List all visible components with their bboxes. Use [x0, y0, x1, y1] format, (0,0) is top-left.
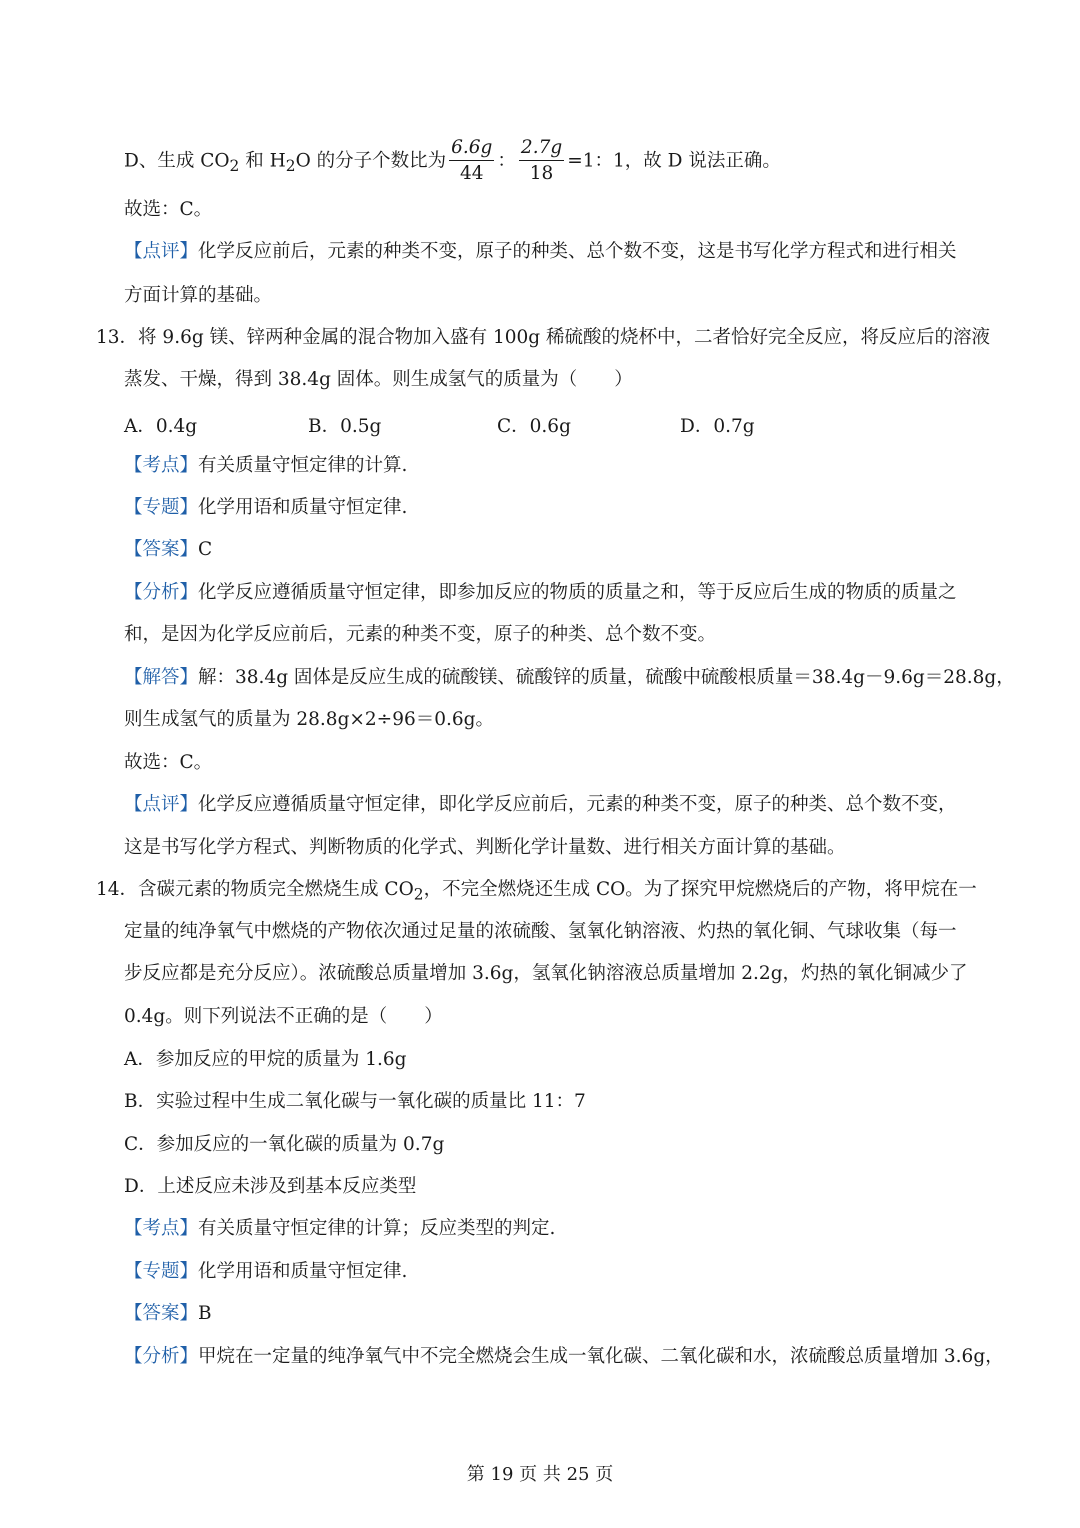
q13-option-b: B．0.5g: [308, 416, 382, 437]
q13-stem: 13．将 9.6g 镁、锌两种金属的混合物加入盛有 100g 稀硫酸的烧杯中，二者恰好完全反应，将反应后的溶液: [96, 327, 990, 348]
q14-analysis: 【分析】甲烷在一定量的纯净氧气中不完全燃烧会生成一氧化碳、二氧化碳和水，浓硫酸总质量增加 3.6g，: [124, 1346, 1004, 1367]
q13-solution-cont: 则生成氢气的质量为 28.8g×2÷96＝0.6g。: [124, 709, 494, 730]
q14-answer: 【答案】B: [124, 1303, 212, 1324]
q14-option-c: C．参加反应的一氧化碳的质量为 0.7g: [124, 1134, 445, 1155]
q13-choice: 故选：C。: [124, 752, 213, 773]
q13-kaodian: 【考点】有关质量守恒定律的计算.: [124, 455, 408, 476]
q14-stem-cont-3: 0.4g。则下列说法不正确的是（ ）: [124, 1006, 443, 1027]
fraction-co2: $\frac{6.6g}{44}$: [451, 137, 493, 184]
q13-solution: 【解答】解：38.4g 固体是反应生成的硫酸镁、硫酸锌的质量，硫酸中硫酸根质量＝38.4g－9.6g＝28.8g，: [124, 667, 1015, 688]
q13-option-d: D．0.7g: [680, 416, 755, 437]
q13-option-a: A．0.4g: [124, 416, 198, 437]
q13-option-c: C．0.6g: [497, 416, 571, 437]
q12-comment: 【点评】化学反应前后，元素的种类不变，原子的种类、总个数不变，这是书写化学方程式和进行相关: [124, 241, 957, 262]
q13-comment: 【点评】化学反应遵循质量守恒定律，即化学反应前后，元素的种类不变，原子的种类、总个数不变，: [124, 794, 957, 815]
q14-zhuanti: 【专题】化学用语和质量守恒定律.: [124, 1261, 408, 1282]
q13-analysis-cont: 和，是因为化学反应前后，元素的种类不变，原子的种类、总个数不变。: [124, 624, 717, 645]
fraction-h2o: $\frac{2.7g}{18}$: [520, 137, 563, 184]
q14-stem: 14．含碳元素的物质完全燃烧生成 $CO_2$，不完全燃烧还生成 CO。为了探究甲烷燃烧后的产物，将甲烷在一: [96, 879, 977, 904]
q13-analysis: 【分析】化学反应遵循质量守恒定律，即参加反应的物质的质量之和，等于反应后生成的物质的质量之: [124, 582, 957, 603]
q14-stem-cont-2: 步反应都是充分反应）。浓硫酸总质量增加 3.6g，氢氧化钠溶液总质量增加 2.2g，灼热的氧化铜减少了: [124, 963, 968, 984]
q14-option-b: B．实验过程中生成二氧化碳与一氧化碳的质量比 11：7: [124, 1091, 586, 1112]
q14-stem-cont-1: 定量的纯净氧气中燃烧的产物依次通过足量的浓硫酸、氢氧化钠溶液、灼热的氧化铜、气球收集（每一: [124, 921, 957, 942]
q14-kaodian: 【考点】有关质量守恒定律的计算；反应类型的判定.: [124, 1218, 556, 1239]
q13-answer: 【答案】C: [124, 539, 213, 560]
q13-comment-cont: 这是书写化学方程式、判断物质的化学式、判断化学计量数、进行相关方面计算的基础。: [124, 837, 846, 858]
comment-tag: 【点评】: [124, 241, 199, 262]
q12-option-d: D、生成 $CO_2$ 和 $H_2O$ 的分子个数比为 $\frac{6.6g}{44}$ ： $\frac{2.7g}{18}$ =1：1，故 D 说法正确。: [124, 136, 781, 187]
q13-zhuanti: 【专题】化学用语和质量守恒定律.: [124, 497, 408, 518]
q14-option-d: D．上述反应未涉及到基本反应类型: [124, 1176, 417, 1197]
q13-stem-cont: 蒸发、干燥，得到 38.4g 固体。则生成氢气的质量为（ ）: [124, 369, 633, 390]
q12-choice: 故选：C。: [124, 199, 213, 220]
q14-option-a: A．参加反应的甲烷的质量为 1.6g: [124, 1049, 407, 1070]
q12-comment-cont: 方面计算的基础。: [124, 285, 273, 306]
page-footer: 第 19 页 共 25 页: [466, 1464, 614, 1485]
